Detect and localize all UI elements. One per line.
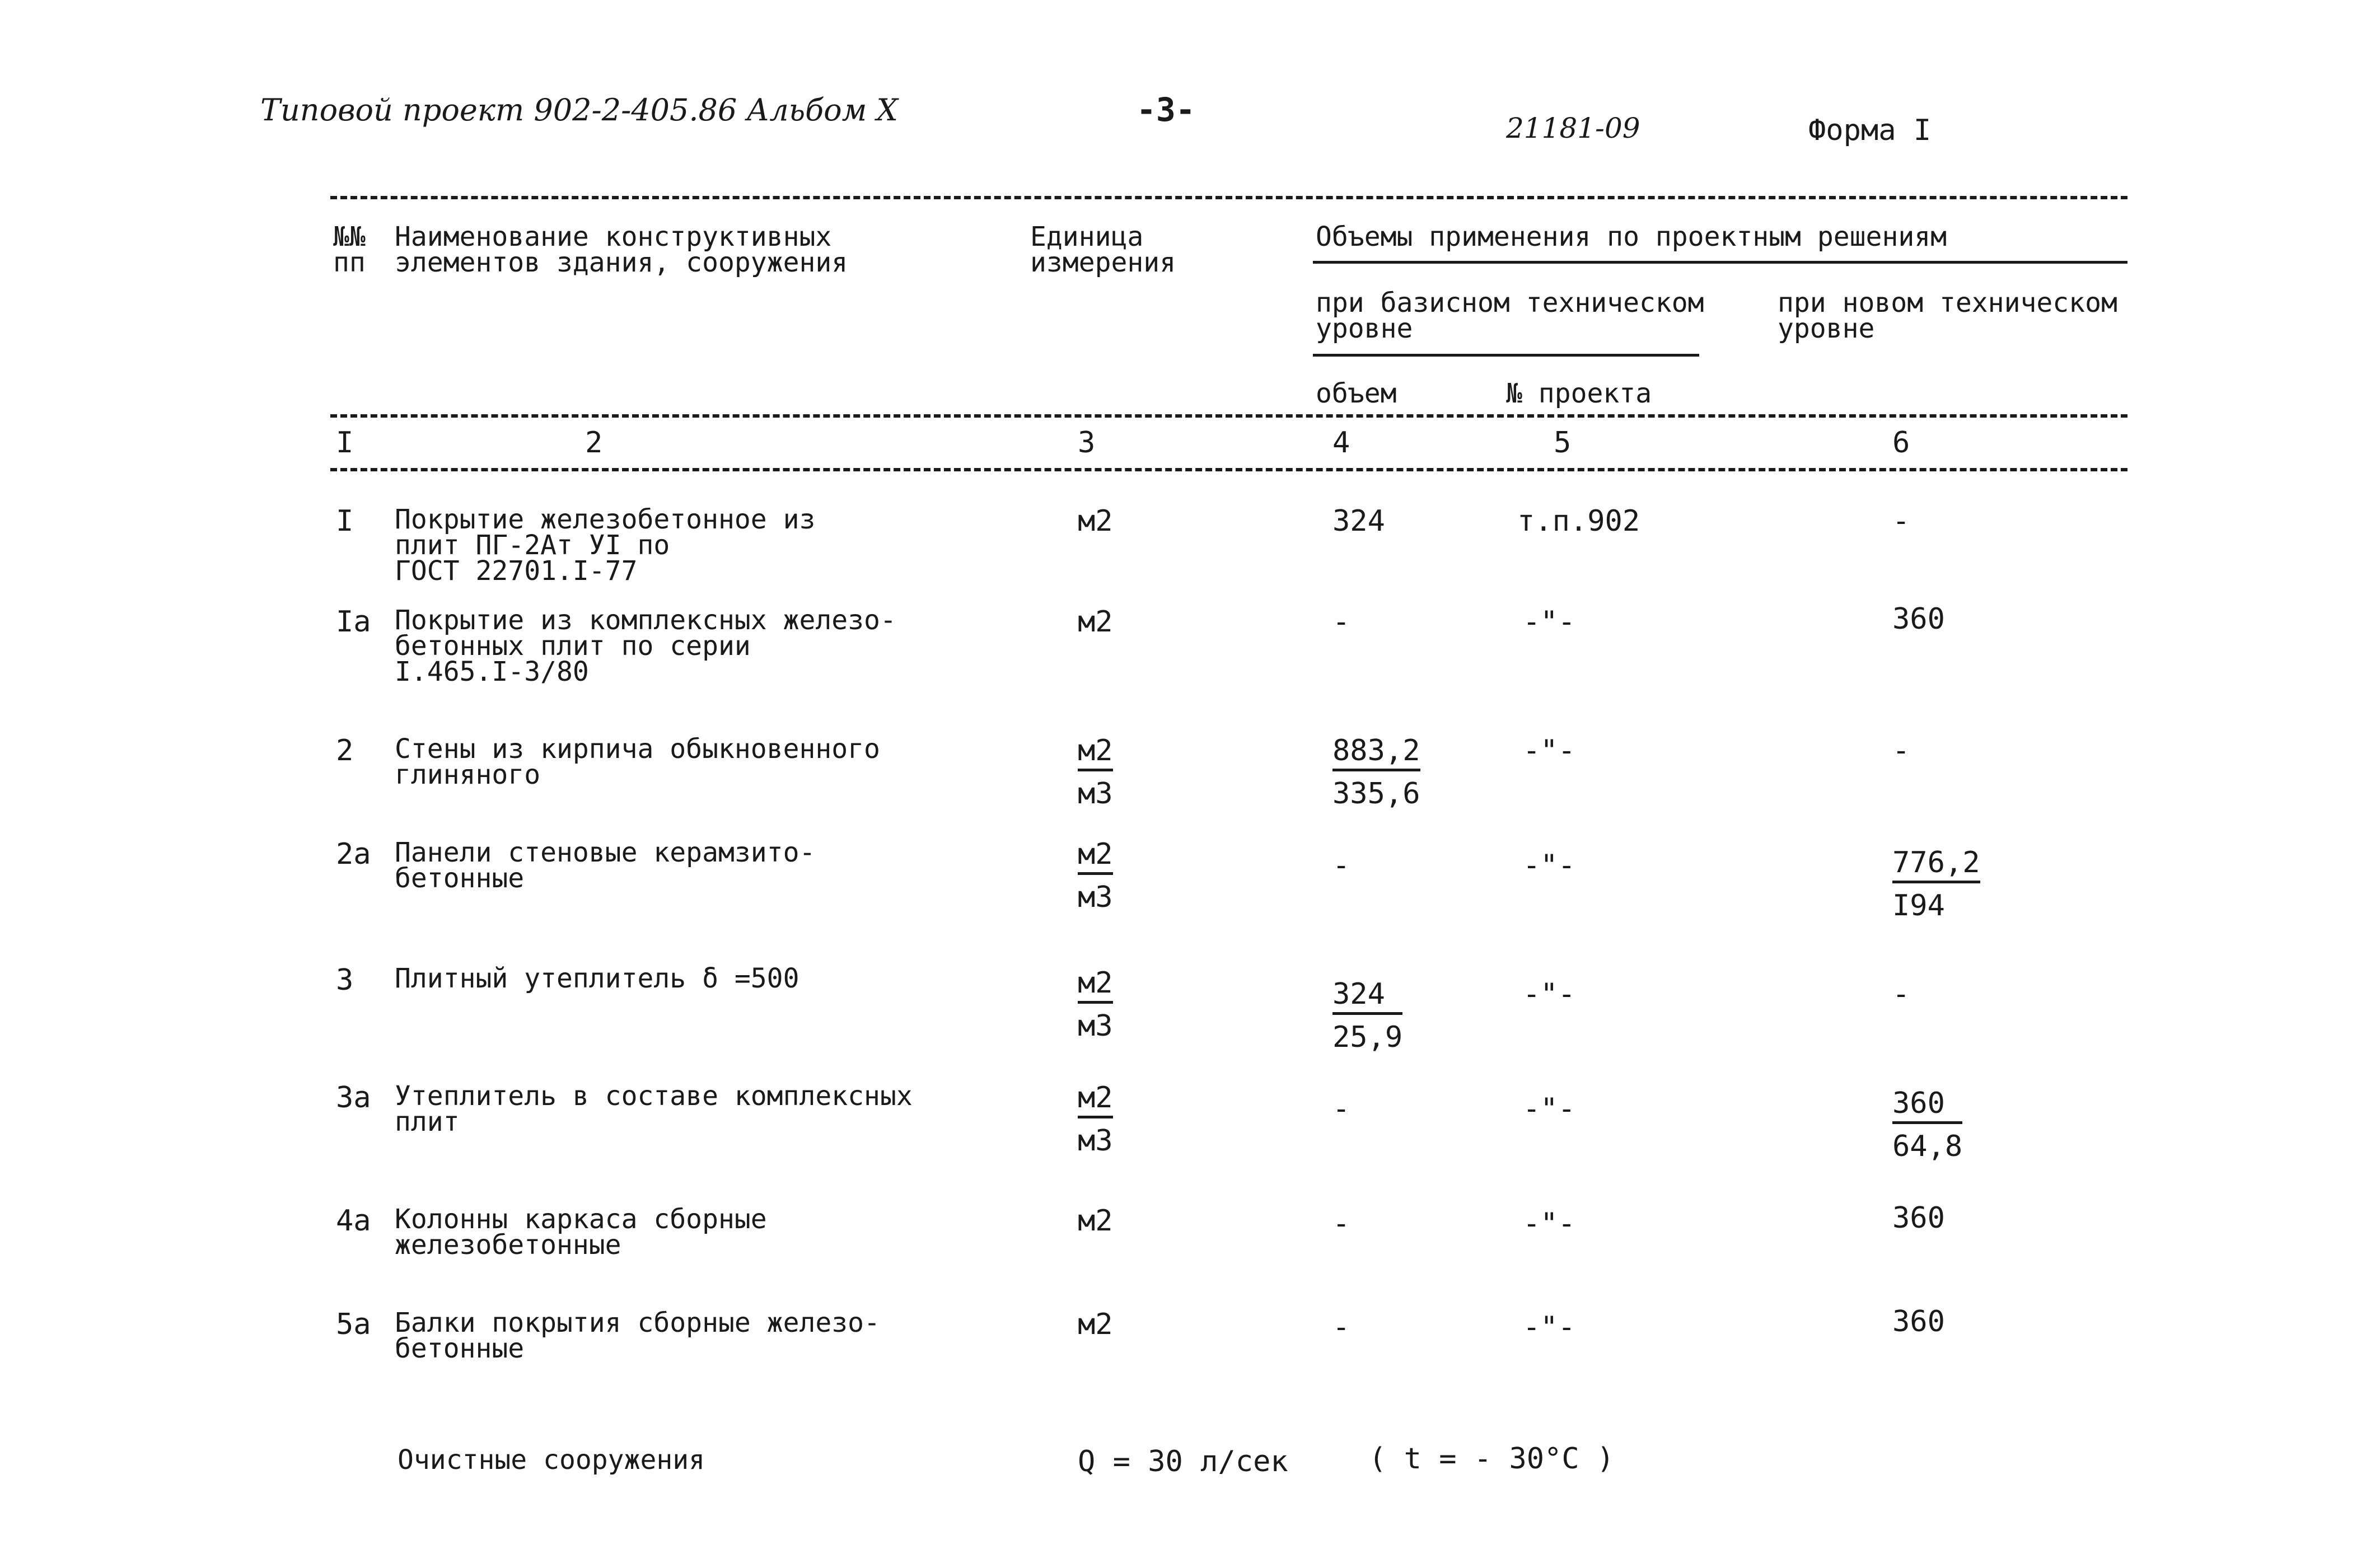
row-new-level-value: -: [1892, 977, 1910, 1011]
treatment-facilities-label: Очистные сооружения: [398, 1444, 705, 1476]
header-bottom-rule: [330, 414, 2127, 418]
header-basic-level: при базисном техническом уровне: [1316, 287, 1704, 344]
row-number: 5а: [336, 1308, 371, 1341]
row-element-name: Панели стеновые керамзито- бетонные: [395, 837, 816, 894]
row-project-number: -"-: [1523, 1207, 1575, 1241]
project-title: Типовой проект 902-2-405.86 Альбом X: [260, 92, 898, 128]
row-project-number: -"-: [1523, 1310, 1575, 1344]
row-project-number: -"-: [1523, 849, 1575, 882]
row-project-number: -"-: [1523, 605, 1575, 639]
header-col-unit: Единица измерения: [1030, 221, 1176, 278]
row-element-name: Плитный утеплитель δ =500: [395, 963, 799, 994]
row-project-number: -"-: [1523, 734, 1575, 767]
row-new-level-value: 360: [1892, 1201, 1945, 1235]
row-unit: м2: [1078, 504, 1113, 538]
design-temperature: ( t = - 30°С ): [1369, 1442, 1615, 1476]
row-number: 2а: [336, 837, 371, 871]
row-new-level-value: -: [1892, 734, 1910, 767]
row-number: 4а: [336, 1204, 371, 1238]
row-element-name: Утеплитель в составе комплексных плит: [395, 1080, 913, 1138]
row-volume: 324: [1332, 504, 1385, 538]
row-unit: м2: [1078, 1204, 1113, 1238]
row-volume: -: [1332, 1092, 1350, 1126]
flow-rate: Q = 30 л/сек: [1078, 1445, 1288, 1478]
row-new-level-fraction: $\frac{360}{64,8}$: [1892, 1087, 1963, 1163]
row-unit: м2: [1078, 1308, 1113, 1341]
column-number-1: I: [336, 426, 354, 460]
document-code: 21181-09: [1506, 112, 1640, 144]
row-number: 3а: [336, 1081, 371, 1115]
row-element-name: Стены из кирпича обыкновенного глиняного: [395, 733, 880, 790]
row-volume-fraction: $\frac{883,2}{335,6}$: [1332, 734, 1420, 811]
row-element-name: Покрытие из комплексных железо- бетонных плит по серии I.465.I-3/80: [395, 605, 896, 687]
row-element-name: Колонны каркаса сборные железобетонные: [395, 1204, 767, 1261]
row-project-number: -"-: [1523, 977, 1575, 1011]
row-new-level-value: -: [1892, 504, 1910, 538]
row-new-level-fraction: $\frac{776,2}{I94}$: [1892, 846, 1980, 923]
row-project-number: т.п.902: [1517, 504, 1640, 538]
header-col-name: Наименование конструктивных элементов здания, сооружения: [395, 221, 848, 278]
form-label: Форма I: [1808, 114, 1932, 147]
row-unit-fraction: м2 м3: [1078, 837, 1113, 914]
row-number: I: [336, 504, 354, 538]
column-number-5: 5: [1554, 426, 1572, 460]
column-number-4: 4: [1332, 426, 1350, 460]
column-number-6: 6: [1892, 426, 1910, 460]
row-volume-fraction: $\frac{324}{25,9}$: [1332, 977, 1403, 1054]
header-project-number: № проекта: [1506, 378, 1652, 409]
row-new-level-value: 360: [1892, 602, 1945, 636]
row-element-name: Покрытие железобетонное из плит ПГ-2Ат УI по ГОСТ 22701.I-77: [395, 504, 816, 587]
row-number: Iа: [336, 605, 371, 639]
row-unit-fraction: м2 м3: [1078, 734, 1113, 811]
row-unit-fraction: м2 м3: [1078, 966, 1113, 1043]
column-number-2: 2: [585, 426, 603, 460]
header-new-level: при новом техническом уровне: [1778, 287, 2117, 344]
row-volume: -: [1332, 1207, 1350, 1241]
row-project-number: -"-: [1523, 1092, 1575, 1126]
row-unit: м2: [1078, 605, 1113, 639]
row-volume: -: [1332, 849, 1350, 882]
volumes-underline: [1313, 261, 2127, 264]
page-number: -3-: [1137, 91, 1195, 129]
row-unit-fraction: м2 м3: [1078, 1081, 1113, 1158]
header-volume: объем: [1316, 378, 1397, 409]
row-number: 2: [336, 734, 354, 767]
column-number-3: 3: [1078, 426, 1096, 460]
row-element-name: Балки покрытия сборные железо- бетонные: [395, 1307, 880, 1364]
basic-level-underline: [1313, 354, 1699, 357]
table-top-rule: [330, 196, 2127, 199]
row-volume: -: [1332, 1310, 1350, 1344]
row-new-level-value: 360: [1892, 1305, 1945, 1338]
row-volume: -: [1332, 605, 1350, 639]
header-col-volumes: Объемы применения по проектным решениям: [1316, 221, 1947, 252]
header-col-number: №№ пп: [333, 221, 366, 278]
column-numbers-rule: [330, 468, 2127, 471]
row-number: 3: [336, 963, 354, 997]
